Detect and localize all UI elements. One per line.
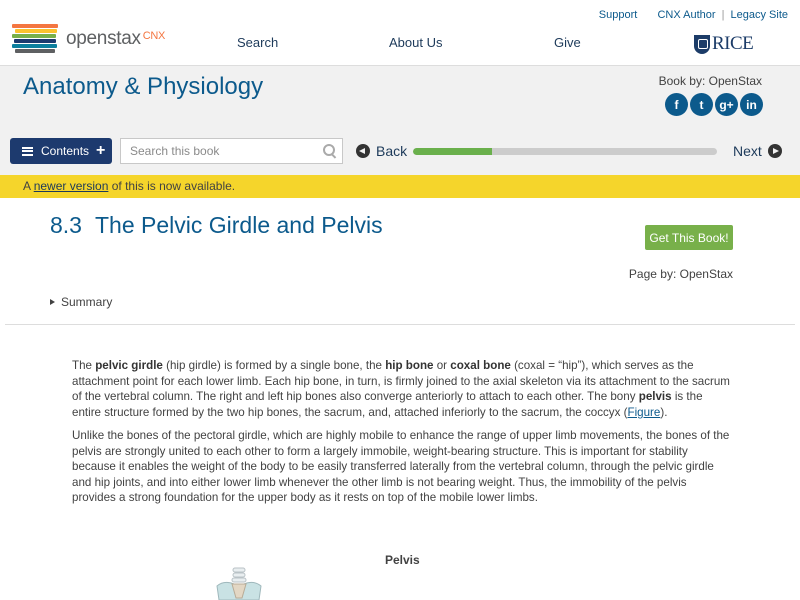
list-icon xyxy=(22,147,33,156)
book-search xyxy=(120,138,343,164)
next-button[interactable] xyxy=(733,143,782,159)
cnx-author-link[interactable]: CNX Author xyxy=(657,9,716,21)
search-input[interactable] xyxy=(121,139,311,163)
twitter-icon[interactable]: t xyxy=(690,93,713,116)
rice-shield-icon xyxy=(694,35,710,54)
social-share xyxy=(665,93,765,116)
paragraph-2: Unlike the bones of the pectoral girdle, which are highly mobile to enhance the range of upper limb movements, the bones of the pelvis are strongly united to each other to form a largely immobile, weight-bearing structure. This is important for stability because it enables the weight of the body to be easily transferred laterally from the vertebral column, through the pelvic girdle and hip joints, and into either lower limb whenever the other limb is not bearing weight. Thus, the immobility of the pelvis provides a strong foundation for the upper body as it rests on top of the mobile lower limbs. xyxy=(72,429,730,505)
support-link[interactable]: Support xyxy=(598,9,638,21)
book-toolbar xyxy=(0,138,800,168)
chevron-left-icon xyxy=(356,144,370,158)
linkedin-icon[interactable]: in xyxy=(740,93,763,116)
book-title[interactable]: Anatomy & Physiology xyxy=(23,73,264,100)
progress-fill xyxy=(413,148,492,155)
summary-label: Summary xyxy=(61,295,113,309)
contents-label: Contents xyxy=(41,144,90,158)
pelvis-illustration xyxy=(214,566,264,600)
book-author: Book by: OpenStax xyxy=(658,74,762,88)
paragraph-1: The pelvic girdle (hip girdle) is formed by a single bone, the hip bone or coxal bone (coxal = “hip”), which serves as the attachment point for each lower limb. Each hip bone, in turn, is firmly joined to the axial skeleton via its attachment to the sacrum of the vertebral column. The right and left hip bones also converge anteriorly to attach to each other. The bony pelvis is the entire structure formed by the two hip bones, the sacrum, and, attached inferiorly to the sacrum, the coccyx (Figure). xyxy=(72,359,730,419)
nav-search[interactable]: Search xyxy=(237,35,279,50)
term-coxal-bone: coxal bone xyxy=(450,359,511,372)
summary-toggle[interactable] xyxy=(50,295,112,309)
openstax-logo[interactable] xyxy=(12,24,165,54)
divider xyxy=(5,324,795,325)
search-icon[interactable] xyxy=(323,144,336,157)
page-author: Page by: OpenStax xyxy=(628,267,733,281)
nav-give[interactable]: Give xyxy=(554,35,581,50)
back-label: Back xyxy=(376,143,408,159)
section-number: 8.3 xyxy=(50,212,82,238)
newer-version-link[interactable]: newer version xyxy=(33,179,109,193)
triangle-right-icon xyxy=(50,299,55,305)
term-pelvic-girdle: pelvic girdle xyxy=(95,359,163,372)
logo-wordmark: openstax $^{CNX}$ xyxy=(66,28,166,49)
site-header xyxy=(0,0,800,65)
get-this-book-button[interactable]: Get This Book! xyxy=(645,225,733,250)
openstax-books-icon xyxy=(12,24,60,54)
figure-link[interactable]: Figure xyxy=(627,405,661,419)
utility-links xyxy=(599,9,788,21)
next-label: Next xyxy=(733,143,762,159)
chevron-right-icon xyxy=(768,144,782,158)
rice-logo[interactable] xyxy=(694,33,753,55)
term-pelvis: pelvis xyxy=(638,390,672,404)
figure-title: Pelvis xyxy=(385,553,420,567)
back-button[interactable] xyxy=(356,143,407,159)
plus-icon: + xyxy=(96,142,106,159)
contents-button[interactable] xyxy=(10,138,112,164)
rice-wordmark: RICE xyxy=(712,33,754,54)
nav-about-us[interactable]: About Us xyxy=(389,35,443,50)
legacy-site-link[interactable]: Legacy Site xyxy=(730,9,788,21)
page-title: The Pelvic Girdle and Pelvis xyxy=(95,212,383,238)
google-plus-icon[interactable]: g+ xyxy=(715,93,738,116)
book-header xyxy=(0,65,800,175)
term-hip-bone: hip bone xyxy=(385,359,434,372)
link-separator: | xyxy=(721,9,725,21)
newer-version-notice: A newer version of this is now available. xyxy=(0,175,800,198)
facebook-icon[interactable]: f xyxy=(665,93,688,116)
reading-progress-bar xyxy=(413,148,717,155)
